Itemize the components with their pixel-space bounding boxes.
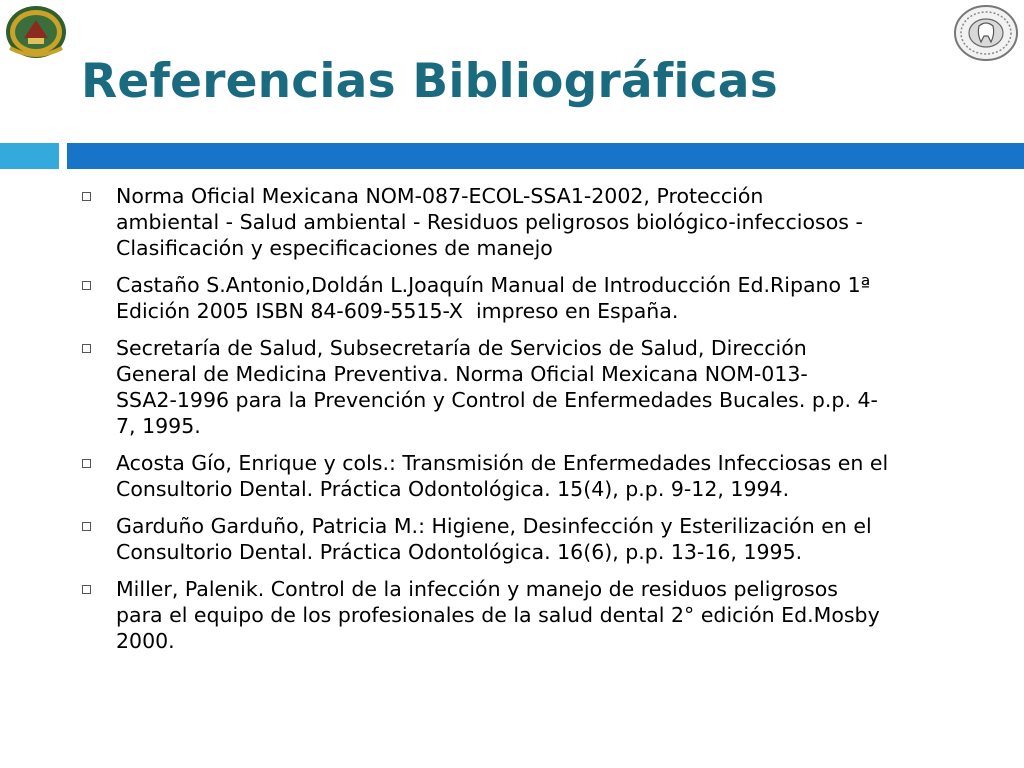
square-bullet-icon	[82, 585, 91, 594]
reference-text: Secretaría de Salud, Subsecretaría de Servicios de Salud, Dirección General de Medicina Preventiva. Norma Oficial Mexicana NOM-013- SSA2-1996 para la Prevención y Control de Enfermedades Bucales. p.p. 4- 7, 1995.	[116, 336, 878, 438]
page-title: Referencias Bibliográficas	[81, 54, 778, 109]
list-item	[78, 335, 978, 439]
reference-text: Acosta Gío, Enrique y cols.: Transmisión de Enfermedades Infecciosas en el Consultorio Dental. Práctica Odontológica. 15(4), p.p. 9-12, 1994.	[116, 451, 889, 501]
header-accent-bar-light	[0, 143, 59, 169]
square-bullet-icon	[82, 522, 91, 531]
list-item	[78, 576, 978, 654]
list-item	[78, 272, 978, 324]
list-item	[78, 183, 978, 261]
reference-list	[78, 183, 978, 665]
dental-school-seal-icon	[953, 4, 1019, 62]
square-bullet-icon	[82, 459, 91, 468]
list-item	[78, 513, 978, 565]
header-accent-bar-dark	[67, 143, 1024, 169]
square-bullet-icon	[82, 281, 91, 290]
square-bullet-icon	[82, 344, 91, 353]
university-seal-icon	[4, 4, 68, 60]
reference-text: Castaño S.Antonio,Doldán L.Joaquín Manual de Introducción Ed.Ripano 1ª Edición 2005 ISBN 84-609-5515-X impreso en España.	[116, 273, 871, 323]
square-bullet-icon	[82, 192, 91, 201]
reference-text: Miller, Palenik. Control de la infección y manejo de residuos peligrosos para el equipo de los profesionales de la salud dental 2° edición Ed.Mosby 2000.	[116, 577, 880, 653]
list-item	[78, 450, 978, 502]
reference-text: Garduño Garduño, Patricia M.: Higiene, Desinfección y Esterilización en el Consultorio Dental. Práctica Odontológica. 16(6), p.p. 13-16, 1995.	[116, 514, 872, 564]
reference-text: Norma Oficial Mexicana NOM-087-ECOL-SSA1-2002, Protección ambiental - Salud ambiental - Residuos peligrosos biológico-infecciosos - Clasificación y especificaciones de manejo	[116, 184, 863, 260]
